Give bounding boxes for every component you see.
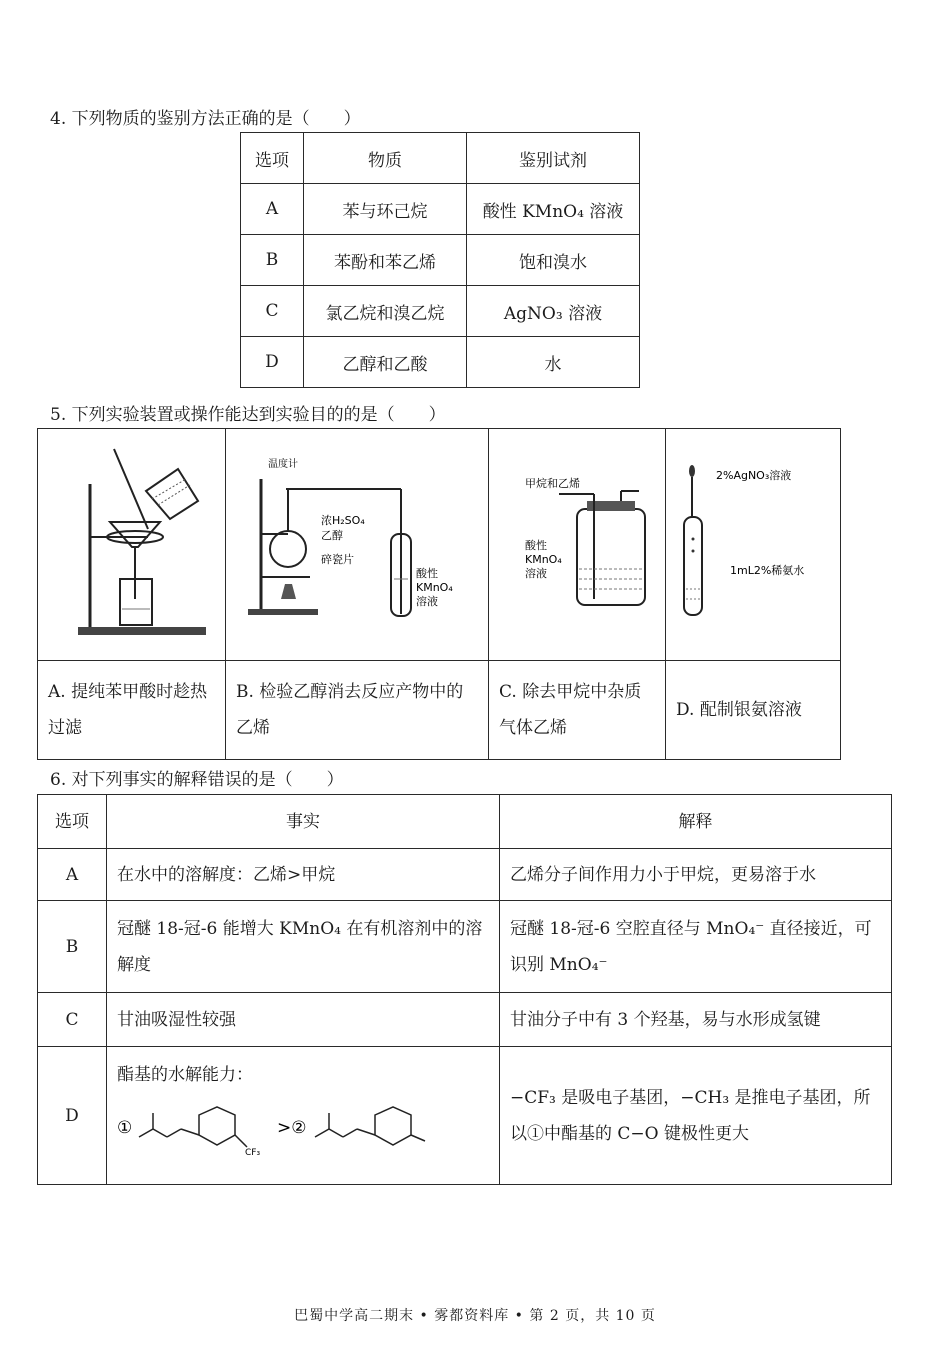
q6-table [37, 794, 892, 1185]
q4-stem: 4. 下列物质的鉴别方法正确的是（ ） [50, 109, 361, 129]
filtration-apparatus-illustration [38, 429, 225, 655]
svg-text:2%AgNO₃溶液: 2%AgNO₃溶液 [716, 469, 792, 482]
table-row: D 酯基的水解能力： ① CF₃ >② −CF₃ 是吸电子基团，−CH₃ 是推电子基团，所以①中酯基的 C−O 键极性更大 [38, 1047, 892, 1185]
ester-structures-diagram [117, 1093, 477, 1163]
thermometer-label: 温度计 [268, 459, 298, 470]
q6-header-explain: 解释 [500, 795, 892, 849]
fig-b [226, 429, 489, 661]
svg-text:碎瓷片: 碎瓷片 [321, 553, 354, 566]
ethanol-elimination-apparatus-illustration [226, 429, 488, 655]
fig-d [666, 429, 841, 661]
svg-text:酸性: 酸性 [525, 539, 547, 552]
svg-text:溶液: 溶液 [525, 567, 547, 580]
svg-text:1mL2%稀氨水: 1mL2%稀氨水 [730, 564, 805, 577]
q5-table [37, 428, 841, 760]
q4-header-option: 选项 [241, 133, 304, 184]
table-row: D 乙醇和乙酸 水 [241, 337, 640, 388]
table-row: A 在水中的溶解度：乙烯>甲烷 乙烯分子间作用力小于甲烷，更易溶于水 [38, 849, 892, 901]
svg-text:酸性: 酸性 [416, 567, 438, 580]
page-footer: 巴蜀中学高二期末 • 雾都资料库 • 第 2 页，共 10 页 [294, 1308, 656, 1324]
table-row: A 苯与环己烷 酸性 KMnO₄ 溶液 [241, 184, 640, 235]
option-b-caption: B. 检验乙醇消去反应产物中的乙烯 [226, 661, 489, 760]
q6-stem: 6. 对下列事实的解释错误的是（ ） [50, 770, 344, 790]
svg-text:>②: >② [277, 1118, 307, 1138]
table-row: C 甘油吸湿性较强 甘油分子中有 3 个羟基，易与水形成氢键 [38, 993, 892, 1047]
table-row: B 苯酚和苯乙烯 饱和溴水 [241, 235, 640, 286]
q4-table [240, 132, 640, 388]
svg-text:①: ① [117, 1118, 133, 1138]
table-row: C 氯乙烷和溴乙烷 AgNO₃ 溶液 [241, 286, 640, 337]
svg-text:浓H₂SO₄: 浓H₂SO₄ [321, 514, 365, 527]
test-tube-dropper-illustration [668, 429, 838, 655]
q4-header-substance: 物质 [304, 133, 467, 184]
option-a-caption: A. 提纯苯甲酸时趁热过滤 [38, 661, 226, 760]
svg-text:甲烷和乙烯: 甲烷和乙烯 [525, 477, 580, 490]
fig-c [489, 429, 666, 661]
svg-text:KMnO₄: KMnO₄ [525, 553, 562, 566]
q6-header-option: 选项 [38, 795, 107, 849]
svg-text:CF₃: CF₃ [245, 1148, 261, 1158]
gas-washing-bottle-illustration [489, 429, 665, 655]
svg-text:KMnO₄: KMnO₄ [416, 581, 453, 594]
q4-header-reagent: 鉴别试剂 [467, 133, 640, 184]
svg-text:乙醇: 乙醇 [321, 529, 343, 542]
svg-text:溶液: 溶液 [416, 595, 438, 608]
table-row: B 冠醚 18-冠-6 能增大 KMnO₄ 在有机溶剂中的溶解度 冠醚 18-冠-6 空腔直径与 MnO₄⁻ 直径接近，可识别 MnO₄⁻ [38, 901, 892, 993]
fig-a [38, 429, 226, 661]
q6-header-fact: 事实 [107, 795, 500, 849]
q5-stem: 5. 下列实验装置或操作能达到实验目的的是（ ） [50, 405, 446, 425]
option-c-caption: C. 除去甲烷中杂质气体乙烯 [489, 661, 666, 760]
option-d-caption: D. 配制银氨溶液 [666, 661, 841, 760]
